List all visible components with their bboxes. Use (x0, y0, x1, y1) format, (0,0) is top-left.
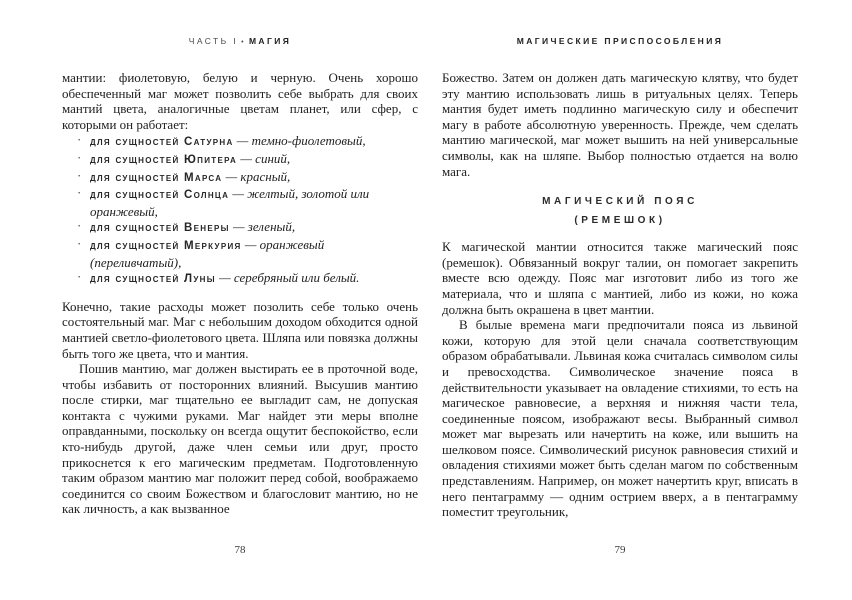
paragraph: В былые времена маги предпочитали пояса из львиной кожи, которую для этой цели сначала соответствующим образом обрабатывали. Львиная кожа считалась символом силы и превосходства. Символическое значение пояса в действительности указывает на овладение стихиями, то есть на магическое равновесие, а верхняя и нижняя части тела, соединенные поясом, изображают весы. Выбранный символ может маг вырезать или начертить на коже, или вышить на шелковом поясе. Символический рисунок равновесия стихий и овладения стихиями может быть сделан магом по собственным представлениям. Например, он может начертить круг, вписать в него пентаграмму — одним острием вверх, а в пентаграмму поместит треугольник, (442, 317, 798, 520)
running-head-left (62, 36, 418, 46)
entity-label: для сущностей Марса (90, 171, 223, 184)
paragraph: Божество. Затем он должен дать магическую клятву, что будет эту мантию использовать лишь в ритуальных целях. Теперь мантия будет иметь подлинно магическую силу и обеспечит магу в работе абсолютную уверенность. Прежде, чем сделать мантию магической, маг может вышить на ней универсальные символы, как на шляпе. Выбор полностью отдается на волю мага. (442, 70, 798, 179)
paragraph: Конечно, такие расходы может позолить себе только очень состоятельный маг. Маг с небольшим доходом обходится одной мантией светло-фиолетового цвета. Шляпа или повязка должны быть того же цвета, что и мантия. (62, 298, 418, 361)
color-value: — оранжевый (переливчатый), (90, 236, 325, 270)
color-value: — серебряный или белый. (215, 270, 360, 286)
bullet-icon: · (77, 149, 82, 165)
color-list-item (62, 186, 418, 219)
paragraph: К магической мантии относится также магический пояс (ремешок). Обвязанный вокруг талии, он помогает закрепить вместе всю одежду. Пояс маг изготовит либо из того же материала, что и шляпа с мантией, либо из кожи, но кожа должна быть окрашена в цвет мантии. (442, 239, 798, 317)
entity-label: для сущностей Венеры (90, 222, 230, 235)
bullet-icon: · (77, 132, 82, 148)
paragraph: мантии: фиолетовую, белую и черную. Очень хорошо обеспеченный маг может позволить себе выбрать для своих мантий цвета, аналогичные цветам планет, или сфер, с которыми он работает: (62, 70, 418, 132)
color-list-item (62, 237, 418, 270)
section-heading-line: (РЕМЕШОК) (574, 215, 666, 227)
separator-dot-icon: • (241, 39, 246, 46)
entity-label: для сущностей Юпитера (90, 153, 238, 166)
color-value: — темно-фиолетовый, (233, 133, 366, 149)
part-label: ЧАСТЬ I (188, 36, 239, 46)
entity-label: для сущностей Сатурна (90, 136, 234, 149)
page-number-right: 79 (614, 544, 626, 556)
color-list-item (62, 219, 418, 237)
color-list (62, 133, 418, 287)
page-left (62, 0, 418, 600)
running-head-right (442, 36, 798, 46)
paragraph: Пошив мантию, маг должен выстирать ее в проточной воде, чтобы избавить от посторонних влияний. Высушив мантию после стирки, маг тщательно ее выгладит сам, не допуская контакта с чужими руками. Маг найдет эти меры вполне оправданными, поскольку он всегда ощутит беспокойство, если кто-нибудь другой, даже член семьи или друг, просто прикоснется к его магическим предметам. Подготовленную таким образом мантию маг положит перед собой, воображаемо соединится со своим Божеством и благословит мантию, но не как личность, а как вызванное (62, 361, 418, 517)
bullet-icon: · (77, 185, 82, 201)
color-value: — красный, (222, 168, 291, 184)
bullet-icon: · (77, 269, 82, 285)
bullet-icon: · (77, 235, 82, 251)
page-number-left: 78 (234, 544, 246, 556)
color-value: — зеленый, (229, 219, 296, 235)
section-heading (442, 192, 798, 230)
entity-label: для сущностей Луны (90, 273, 216, 286)
bullet-icon: · (77, 167, 82, 183)
section-heading-line: МАГИЧЕСКИЙ ПОЯС (542, 196, 698, 208)
bullet-icon: · (77, 218, 82, 234)
page-left-text (62, 70, 418, 517)
color-list-item (62, 133, 418, 151)
section-label: МАГИЧЕСКИЕ ПРИСПОСОБЛЕНИЯ (516, 36, 724, 46)
color-list-item (62, 169, 418, 187)
page-right (442, 0, 798, 600)
color-value: — синий, (237, 150, 291, 166)
color-list-item (62, 151, 418, 169)
page-right-text (442, 70, 798, 520)
color-value: — желтый, золотой или оранжевый, (90, 186, 370, 219)
entity-label: для сущностей Меркурия (90, 239, 242, 252)
section-label: МАГИЯ (248, 36, 292, 46)
entity-label: для сущностей Солнца (90, 189, 230, 202)
color-list-item (62, 270, 418, 288)
